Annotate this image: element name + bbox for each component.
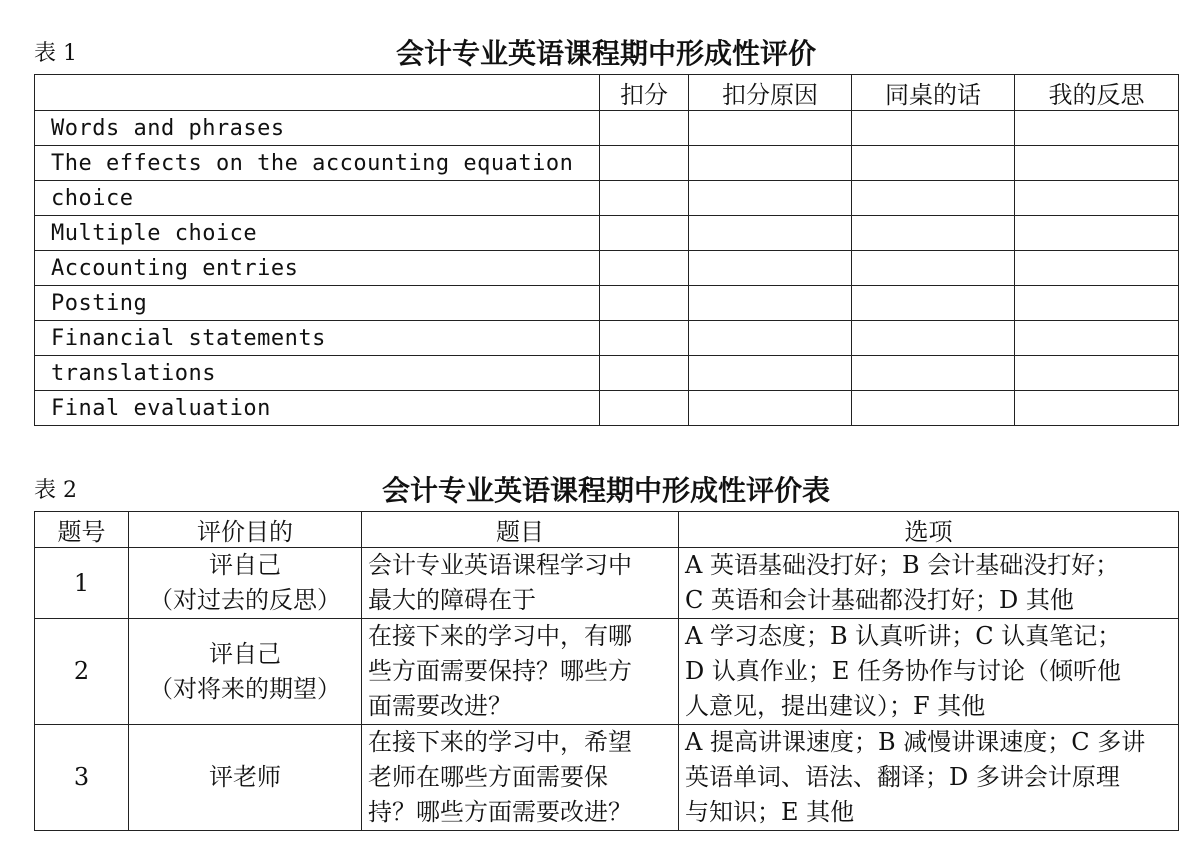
table1-row	[35, 146, 1179, 181]
table2-options-line: A 学习态度；B 认真听讲；C 认真笔记；	[685, 622, 1122, 650]
table2-question-line: 面需要改进？	[368, 692, 512, 720]
table2-question-line: 些方面需要保持？哪些方	[368, 657, 632, 685]
table1-header-reflection: 我的反思	[1015, 75, 1179, 111]
table1-reflection-cell[interactable]	[1015, 356, 1179, 391]
table2-header-options: 选项	[679, 512, 1179, 548]
table1-row	[35, 181, 1179, 216]
table2-purpose-cell	[129, 548, 362, 619]
table1-row	[35, 356, 1179, 391]
table1-deduction-cell[interactable]	[600, 321, 689, 356]
table1-deskmate-cell[interactable]	[852, 251, 1015, 286]
table2-options-cell	[679, 619, 1179, 725]
table1-deskmate-cell[interactable]	[852, 146, 1015, 181]
table1-reason-cell[interactable]	[689, 391, 852, 426]
table2-question-cell	[362, 548, 679, 619]
table1-row-label: The effects on the accounting equation	[35, 146, 600, 181]
table2-purpose-line: 评自己	[209, 551, 281, 579]
table1-reason-cell[interactable]	[689, 251, 852, 286]
table1-deduction-cell[interactable]	[600, 356, 689, 391]
table1-deduction-cell[interactable]	[600, 146, 689, 181]
table2-purpose-line: 评老师	[209, 763, 281, 791]
table1-deskmate-cell[interactable]	[852, 321, 1015, 356]
table2-number-cell: 1	[35, 548, 129, 619]
table2-options-cell	[679, 548, 1179, 619]
table1-row-label: Accounting entries	[35, 251, 600, 286]
table1-reason-cell[interactable]	[689, 111, 852, 146]
table2-row	[35, 548, 1179, 619]
table1-label: 表 1	[34, 41, 77, 66]
table1-row-label: Posting	[35, 286, 600, 321]
table2-purpose-cell	[129, 619, 362, 725]
table1-deskmate-cell[interactable]	[852, 286, 1015, 321]
table2-options-line: A 英语基础没打好；B 会计基础没打好；	[685, 551, 1120, 579]
table1-deskmate-cell[interactable]	[852, 391, 1015, 426]
table2-question-line: 持？哪些方面需要改进？	[368, 798, 632, 826]
table2-label: 表 2	[34, 478, 77, 503]
table1-reason-cell[interactable]	[689, 146, 852, 181]
table1-reflection-cell[interactable]	[1015, 391, 1179, 426]
table2-question-line: 会计专业英语课程学习中	[368, 551, 632, 579]
table1-deskmate-cell[interactable]	[852, 111, 1015, 146]
table1-reflection-cell[interactable]	[1015, 251, 1179, 286]
table1-reflection-cell[interactable]	[1015, 111, 1179, 146]
table1-reason-cell[interactable]	[689, 356, 852, 391]
table2-header-number: 题号	[35, 512, 129, 548]
table1-header-row	[35, 75, 1179, 111]
table2-question-line: 最大的障碍在于	[368, 586, 536, 614]
table2-options-line: 人意见，提出建议）；F 其他	[685, 692, 986, 720]
table1-row-label: Financial statements	[35, 321, 600, 356]
table2-question-line: 在接下来的学习中，希望	[368, 728, 632, 756]
table1-row-label: Multiple choice	[35, 216, 600, 251]
table2-number-cell: 2	[35, 619, 129, 725]
table1-row-label: Words and phrases	[35, 111, 600, 146]
table1-deduction-cell[interactable]	[600, 391, 689, 426]
table1-deduction-cell[interactable]	[600, 286, 689, 321]
table2-caption	[34, 469, 1178, 505]
table1-reflection-cell[interactable]	[1015, 321, 1179, 356]
table1-header-reason: 扣分原因	[689, 75, 852, 111]
table1-reflection-cell[interactable]	[1015, 146, 1179, 181]
table2-header-purpose: 评价目的	[129, 512, 362, 548]
table1-reason-cell[interactable]	[689, 216, 852, 251]
table1-reason-cell[interactable]	[689, 321, 852, 356]
table1-row-label: translations	[35, 356, 600, 391]
table1-deskmate-cell[interactable]	[852, 216, 1015, 251]
table1-deduction-cell[interactable]	[600, 216, 689, 251]
table1-reflection-cell[interactable]	[1015, 286, 1179, 321]
table2-question-cell	[362, 619, 679, 725]
table1-header-deduction: 扣分	[600, 75, 689, 111]
table2-row	[35, 619, 1179, 725]
table2-purpose-cell	[129, 725, 362, 831]
table1-deskmate-cell[interactable]	[852, 181, 1015, 216]
table2-row	[35, 725, 1179, 831]
table2-purpose-line: （对过去的反思）	[149, 586, 341, 614]
table2-header-question: 题目	[362, 512, 679, 548]
table2-options-line: 与知识；E 其他	[685, 798, 855, 826]
table2-question-line: 在接下来的学习中，有哪	[368, 622, 632, 650]
table1-deduction-cell[interactable]	[600, 111, 689, 146]
table1-deduction-cell[interactable]	[600, 181, 689, 216]
midterm-evaluation-table	[34, 74, 1179, 426]
table1-deduction-cell[interactable]	[600, 251, 689, 286]
table1-reflection-cell[interactable]	[1015, 216, 1179, 251]
table2-number-cell: 3	[35, 725, 129, 831]
table2-purpose-line: （对将来的期望）	[149, 674, 341, 703]
table2-question-line: 老师在哪些方面需要保	[368, 763, 608, 791]
table2-purpose-line: 评自己	[209, 639, 281, 668]
table2-options-line: 英语单词、语法、翻译；D 多讲会计原理	[685, 763, 1120, 791]
table1-header-blank	[35, 75, 600, 111]
table1-row	[35, 111, 1179, 146]
table1-row-label: choice	[35, 181, 600, 216]
table1-row	[35, 251, 1179, 286]
table2-options-line: A 提高讲课速度；B 减慢讲课速度；C 多讲	[685, 728, 1146, 756]
table1-header-deskmate: 同桌的话	[852, 75, 1015, 111]
table2-options-line: C 英语和会计基础都没打好；D 其他	[685, 586, 1074, 614]
table2-options-line: D 认真作业；E 任务协作与讨论（倾听他	[685, 657, 1122, 685]
table1-title: 会计专业英语课程期中形成性评价	[395, 37, 816, 70]
table2-header-row	[35, 512, 1179, 548]
table1-row	[35, 391, 1179, 426]
table2-title: 会计专业英语课程期中形成性评价表	[381, 474, 830, 507]
table1-reflection-cell[interactable]	[1015, 181, 1179, 216]
evaluation-questionnaire-table	[34, 511, 1179, 831]
table2-question-cell	[362, 725, 679, 831]
table1-caption	[34, 32, 1178, 68]
table2-options-cell	[679, 725, 1179, 831]
table1-row	[35, 286, 1179, 321]
table1-deskmate-cell[interactable]	[852, 356, 1015, 391]
table1-row	[35, 321, 1179, 356]
table1-row-label: Final evaluation	[35, 391, 600, 426]
table1-reason-cell[interactable]	[689, 286, 852, 321]
table1-reason-cell[interactable]	[689, 181, 852, 216]
table1-row	[35, 216, 1179, 251]
